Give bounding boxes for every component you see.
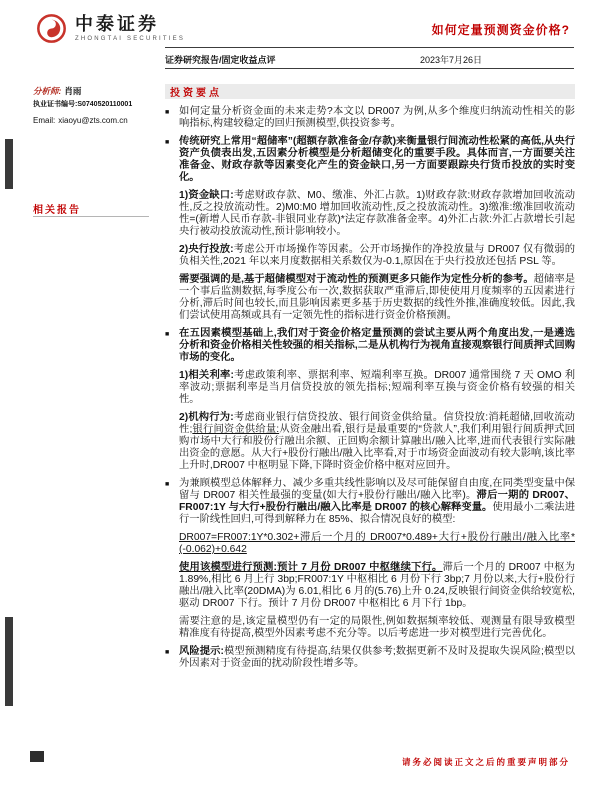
bullet-square-icon: ■ <box>165 139 170 146</box>
analyst-label: 分析师: <box>33 86 62 96</box>
para-related-rates <box>179 370 575 406</box>
para-funding-gap <box>179 190 575 238</box>
bullet-square-icon: ■ <box>165 109 170 116</box>
sidebar-decorative-bar-top <box>5 139 13 189</box>
sidebar-decorative-bar-bottom <box>5 617 13 706</box>
analyst-email-row <box>33 116 128 125</box>
text-segment: 模型预测精度有待提高,结果仅供参考;数据更新不及时及提取失误风险;模型以外因素对于资金面的扰动阶段性增多等。 <box>179 646 575 669</box>
text-segment: 1)相关利率: <box>179 370 234 381</box>
footer-decorative-mark <box>30 751 44 762</box>
text-segment: 为兼顾模型总体解释力、减少多重共线性影响以及尽可能保留自由度,在同类型变量中保留与 DR007 相关性最强的变量(如大行+股份行融出/融入比率)。 <box>179 478 575 501</box>
text-segment: 传统研究上常用“超储率”(超额存款准备金/存款)来衡量银行间流动性松紧的高低,从央行资产负债表出发,五因素分析模型是分析超储变化的重要手段。具体而言,一方面要关注准备金、财政存款等因素变化产生的资金缺口,另一方面要跟踪央行货币投放的实时变化。 <box>179 136 575 183</box>
brand-logo <box>36 13 185 44</box>
analyst-name: 肖雨 <box>64 86 82 96</box>
zhongtai-seal-icon <box>36 13 67 44</box>
related-reports-rule <box>33 216 149 217</box>
text-segment: 考虑公开市场操作等因素。公开市场操作的净投放量与 DR007 仅有微弱的负相关性,2021 年以来月度数据相关系数仅为-0.1,原因在于央行投放还包括 PSL 等。 <box>179 244 575 267</box>
text-segment: 考虑财政存款、M0、缴准、外汇占款。1)财政存款:财政存款增加回收流动性,反之投放流动性。2)M0:M0 增加回收流动性,反之投放流动性。3)缴准:缴准回收流动性=(新增人民币存款-非银同业存款)*法定存款准备金率。4)外汇占款:外汇占款增长引起央行被动投放流动性,预计影响较小。 <box>179 190 575 237</box>
para-forecast <box>179 562 575 610</box>
para-method-overview <box>165 136 575 184</box>
text-segment: 超储率是一个事后监测数据,每季度公布一次,数据获取严重滞后,即使使用月度频率的五因素进行分析,滞后时间也较长,而且影响因素更多基于历史数据的线性外推,准确度较低。因此,我们尝试使用高频或具有一定领先性的指标进行资金价格预测。 <box>179 274 576 321</box>
text-segment: 滞后一个月的 DR007 中枢为 1.89%,相比 6 月上行 3bp;FR007:1Y 中枢相比 6 月份下行 3bp;7 月份以来,大行+股份行融出/融入比率(20DMA)为 6.01,相比 6 月的(5.76)上升 0.24,反映银行间资金供给较宽松,驱动 DR007 下行。预计 7 月份 DR007 中枢相比 6 月下行 1bp。 <box>179 562 575 609</box>
brand-name-cn: 中泰证券 <box>75 14 159 34</box>
para-emphasis <box>179 274 575 322</box>
related-reports-heading: 相关报告 <box>33 205 81 216</box>
report-title: 如何定量预测资金价格? <box>431 23 570 37</box>
text-segment: 银行间资金供给量: <box>192 424 280 435</box>
para-intro <box>165 106 575 130</box>
para-two-angles <box>165 328 575 364</box>
investment-highlights-bar <box>165 84 575 99</box>
para-institution-behavior <box>179 412 575 472</box>
investment-highlights-title: 投资要点 <box>170 88 222 99</box>
analyst-cert-number: 执业证书编号:S0740520110001 <box>33 101 133 108</box>
analyst-row <box>33 85 81 97</box>
text-segment: DR007=FR007:1Y*0.302+滞后一个月的 DR007*0.489+大行+股份行融出/融入比率*(-0.062)+0.642 <box>179 532 575 555</box>
report-type: 证券研究报告/固定收益点评 <box>165 55 276 65</box>
brand-name-en: ZHONGTAI SECURITIES <box>75 36 186 42</box>
text-segment: 从资金融出看,银行是最重要的“贷款人”,我们利用银行间质押式回购市场中大行和股份行融出余额、正回购余额计算融出/融入比率,进而代表银行实际融出资金的意愿。从大行+股份行融出/融入比率看,对于市场资金面波动有较大影响,该比率上升时,DR007 中枢明显下降,下降时资金价格中枢对应回升。 <box>179 424 575 471</box>
paragraph-list <box>165 106 575 676</box>
bullet-square-icon: ■ <box>165 331 170 338</box>
para-risk <box>165 646 575 670</box>
text-segment: 滞后一期的 DR007、FR007:1Y 与大行+股份行融出/融入比率是 DR007 的核心解释变量。 <box>179 490 575 513</box>
text-segment: 风险提示: <box>179 646 224 657</box>
header-rule-bottom <box>165 68 574 69</box>
text-segment: 需要强调的是,基于超储模型对于流动性的预测更多只能作为定性分析的参考。 <box>179 274 534 285</box>
bullet-square-icon: ■ <box>165 481 170 488</box>
text-segment: 如何定量分析资金面的未来走势?本文以 DR007 为例,从多个维度归纳流动性相关的影响指标,构建较稳定的回归预测模型,供投资参考。 <box>179 106 575 129</box>
email-label: Email: <box>33 116 56 125</box>
text-segment: 2)央行投放: <box>179 244 234 255</box>
email-link[interactable]: xiaoyu@zts.com.cn <box>58 116 128 125</box>
para-cb-injection <box>179 244 575 268</box>
para-limitation <box>179 616 575 640</box>
para-model-selection <box>165 478 575 526</box>
text-segment: 考虑政策利率、票据利率、短端利率互换。DR007 通常围绕 7 天 OMO 利率波动;票据利率是当月信贷投放的领先指标;短端利率互换与资金价格有较强的相关性。 <box>179 370 575 405</box>
footer-disclaimer: 请务必阅读正文之后的重要声明部分 <box>401 757 570 767</box>
text-segment: 在五因素模型基础上,我们对于资金价格定量预测的尝试主要从两个角度出发,一是遴选分析和资金价格相关性较强的相关指标,二是从机构行为视角直接观察银行间质押式回购市场的变化。 <box>179 328 575 363</box>
text-segment: 2)机构行为: <box>179 412 234 423</box>
text-segment: 使用该模型进行预测:预计 7 月份 DR007 中枢继续下行。 <box>179 562 443 573</box>
bullet-square-icon: ■ <box>165 649 170 656</box>
text-segment: 考虑商业银行信贷投放、银行间资金供给量。信贷投放:消耗超储,回收流动性; <box>179 412 575 435</box>
text-segment: 1)资金缺口: <box>179 190 234 201</box>
report-date: 2023年7月26日 <box>420 55 483 65</box>
text-segment: 需要注意的是,该定量模型仍有一定的局限性,例如数据频率较低、观测量有限导致模型精准度有待提高,模型外因素考虑不充分等。以后考虑进一步对模型进行完善优化。 <box>179 616 575 639</box>
text-segment: 使用最小二乘法进行一阶线性回归,可得到解释力在 85%、拟合情况良好的模型: <box>179 502 575 525</box>
para-model-formula <box>179 532 575 556</box>
header-rule-top <box>165 47 574 48</box>
